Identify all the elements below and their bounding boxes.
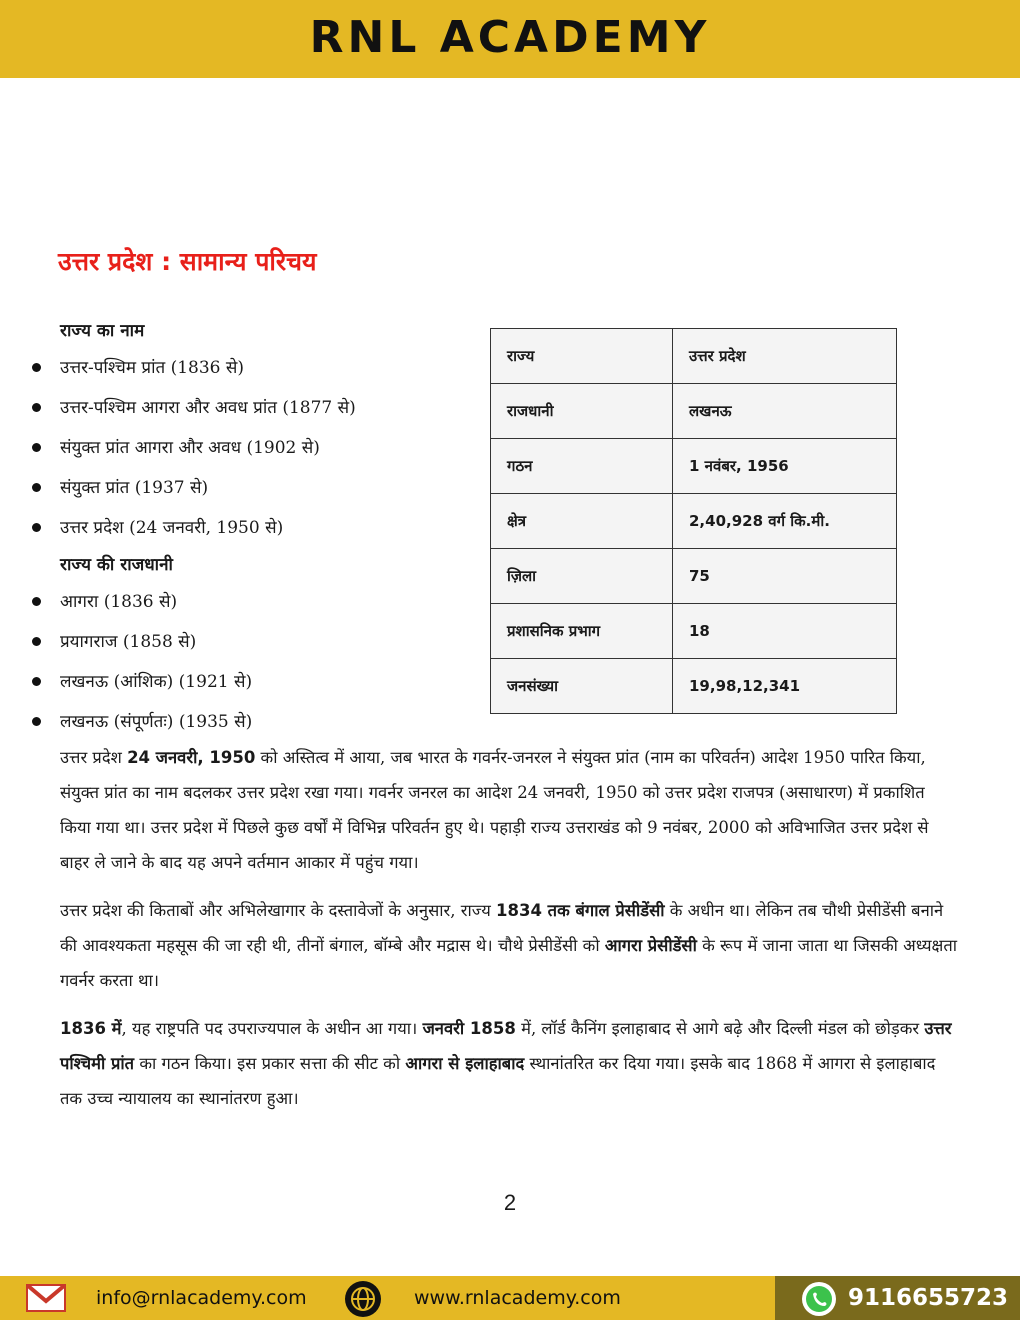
footer-website-link[interactable]: www.rnlacademy.com — [414, 1287, 621, 1309]
list-item: उत्तर-पश्चिम प्रांत (1836 से) — [30, 352, 356, 392]
list-item: उत्तर-पश्चिम आगरा और अवध प्रांत (1877 से) — [30, 392, 356, 432]
capitals-heading: राज्य की राजधानी — [60, 555, 173, 575]
paragraph-history-2: उत्तर प्रदेश की किताबों और अभिलेखागार के दस्तावेजों के अनुसार, राज्य 1834 तक बंगाल प्रेसीडेंसी के अधीन था। लेकिन तब चौथी प्रेसीडेंसी बनाने की आवश्यकता महसूस की जा रही थी, तीनों बंगाल, बॉम्बे और मद्रास थे। चौथे प्रेसीडेंसी को आगरा प्रेसीडेंसी के रूप में जाना जाता था जिसकी अध्यक्षता गवर्नर करता था। — [60, 901, 958, 990]
bullet-icon — [32, 363, 41, 372]
bullet-icon — [32, 443, 41, 452]
table-row: राजधानी लखनऊ — [491, 384, 897, 439]
academy-title: RNL ACADEMY — [309, 12, 711, 63]
footer-bar — [0, 1276, 1020, 1320]
list-item: लखनऊ (आंशिक) (1921 से) — [30, 666, 252, 706]
list-item: संयुक्त प्रांत (1937 से) — [30, 472, 356, 512]
footer-email-link[interactable]: info@rnlacademy.com — [96, 1287, 307, 1309]
header-banner — [0, 0, 1020, 78]
bullet-icon — [32, 523, 41, 532]
table-row: राज्य उत्तर प्रदेश — [491, 329, 897, 384]
capitals-list — [30, 586, 252, 746]
mail-icon — [26, 1284, 66, 1316]
bullet-icon — [32, 403, 41, 412]
whatsapp-icon — [800, 1280, 838, 1322]
list-item: प्रयागराज (1858 से) — [30, 626, 252, 666]
list-item: आगरा (1836 से) — [30, 586, 252, 626]
table-row: प्रशासनिक प्रभाग 18 — [491, 604, 897, 659]
bullet-icon — [32, 637, 41, 646]
bullet-icon — [32, 677, 41, 686]
table-row: क्षेत्र 2,40,928 वर्ग कि.मी. — [491, 494, 897, 549]
footer-phone-number[interactable]: 9116655723 — [848, 1285, 1009, 1311]
globe-icon — [344, 1280, 382, 1322]
state-names-heading: राज्य का नाम — [60, 321, 145, 341]
state-info-table — [490, 328, 897, 714]
section-title: उत्तर प्रदेश : सामान्य परिचय — [58, 247, 317, 276]
table-row: गठन 1 नवंबर, 1956 — [491, 439, 897, 494]
bullet-icon — [32, 717, 41, 726]
bullet-icon — [32, 483, 41, 492]
list-item: उत्तर प्रदेश (24 जनवरी, 1950 से) — [30, 512, 356, 546]
page-number: 2 — [503, 1190, 517, 1215]
table-row: ज़िला 75 — [491, 549, 897, 604]
list-item: संयुक्त प्रांत आगरा और अवध (1902 से) — [30, 432, 356, 472]
paragraph-history-1: उत्तर प्रदेश 24 जनवरी, 1950 को अस्तित्व में आया, जब भारत के गवर्नर-जनरल ने संयुक्त प्रांत (नाम का परिवर्तन) आदेश 1950 पारित किया, संयुक्त प्रांत का नाम बदलकर उत्तर प्रदेश रखा गया। गवर्नर जनरल का आदेश 24 जनवरी, 1950 को उत्तर प्रदेश राजपत्र (असाधारण) में प्रकाशित किया गया था। उत्तर प्रदेश में पिछले कुछ वर्षों में विभिन्न परिवर्तन हुए थे। पहाड़ी राज्य उत्तराखंड को 9 नवंबर, 2000 को अविभाजित उत्तर प्रदेश से बाहर ले जाने के बाद यह अपने वर्तमान आकार में पहुंच गया। — [60, 748, 929, 872]
table-row: जनसंख्या 19,98,12,341 — [491, 659, 897, 714]
list-item: लखनऊ (संपूर्णतः) (1935 से) — [30, 706, 252, 746]
bullet-icon — [32, 597, 41, 606]
paragraph-history-3: 1836 में, यह राष्ट्रपति पद उपराज्यपाल के अधीन आ गया। जनवरी 1858 में, लॉर्ड कैनिंग इलाहाबाद से आगे बढ़े और दिल्ली मंडल को छोड़कर उत्तर पश्चिमी प्रांत का गठन किया। इस प्रकार सत्ता की सीट को आगरा से इलाहाबाद स्थानांतरित कर दिया गया। इसके बाद 1868 में आगरा से इलाहाबाद तक उच्च न्यायालय का स्थानांतरण हुआ। — [60, 1019, 952, 1108]
state-names-list — [30, 352, 356, 546]
